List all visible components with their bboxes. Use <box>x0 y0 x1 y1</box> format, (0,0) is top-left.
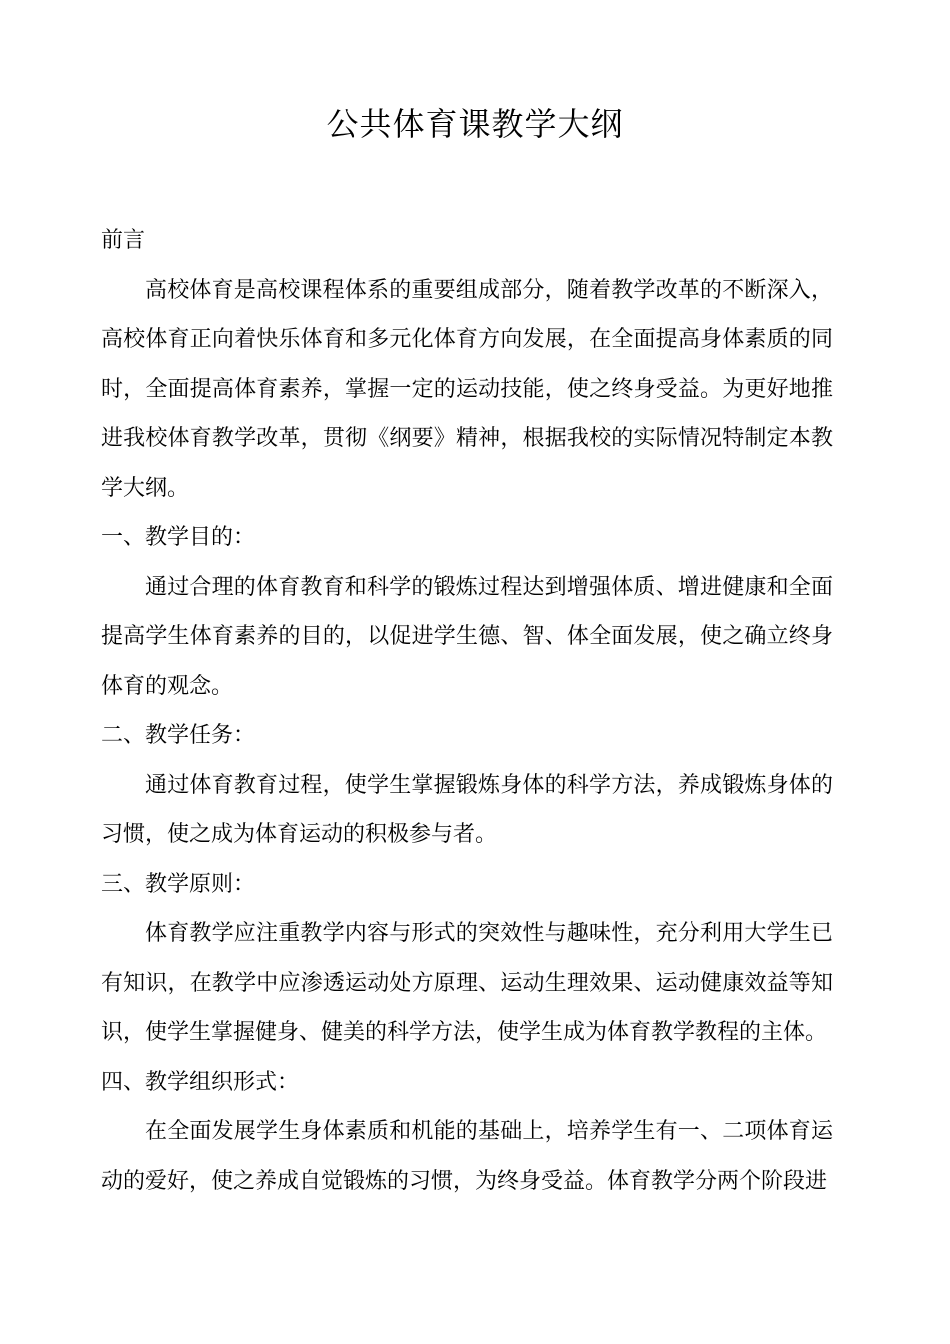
section-heading-teaching-principles: 三、教学原则： <box>101 871 256 897</box>
section-paragraph-teaching-purpose: 通过合理的体育教育和科学的锻炼过程达到增强体质、增进健康和全面提高学生体育素养的目的，以促进学生德、智、体全面发展，使之确立终身体育的观念。 <box>101 574 833 699</box>
section-paragraph-teaching-tasks: 通过体育教育过程，使学生掌握锻炼身体的科学方法，养成锻炼身体的习惯，使之成为体育运动的积极参与者。 <box>101 772 833 847</box>
section-paragraph-teaching-principles: 体育教学应注重教学内容与形式的突效性与趣味性，充分利用大学生已有知识，在教学中应渗透运动处方原理、运动生理效果、运动健康效益等知识，使学生掌握健身、健美的科学方法，使学生成为体育教学教程的主体。 <box>101 921 833 1045</box>
section-paragraph-organization-form: 在全面发展学生身体素质和机能的基础上，培养学生有一、二项体育运动的爱好，使之养成自觉锻炼的习惯，为终身受益。体育教学分两个阶段进 <box>101 1119 833 1194</box>
document-body <box>101 216 833 1206</box>
document-title: 公共体育课教学大纲 <box>326 105 624 143</box>
section-heading-teaching-purpose: 一、教学目的： <box>101 525 256 550</box>
section-heading-teaching-tasks: 二、教学任务： <box>101 723 256 748</box>
preface-paragraph: 高校体育是高校课程体系的重要组成部分，随着教学改革的不断深入，高校体育正向着快乐体育和多元化体育方向发展，在全面提高身体素质的同时，全面提高体育素养，掌握一定的运动技能，使之终身受益。为更好地推进我校体育教学改革，贯彻《纲要》精神，根据我校的实际情况特制定本教学大纲。 <box>101 277 833 501</box>
preface-heading: 前言 <box>101 228 146 253</box>
section-heading-organization-form: 四、教学组织形式： <box>101 1069 300 1095</box>
